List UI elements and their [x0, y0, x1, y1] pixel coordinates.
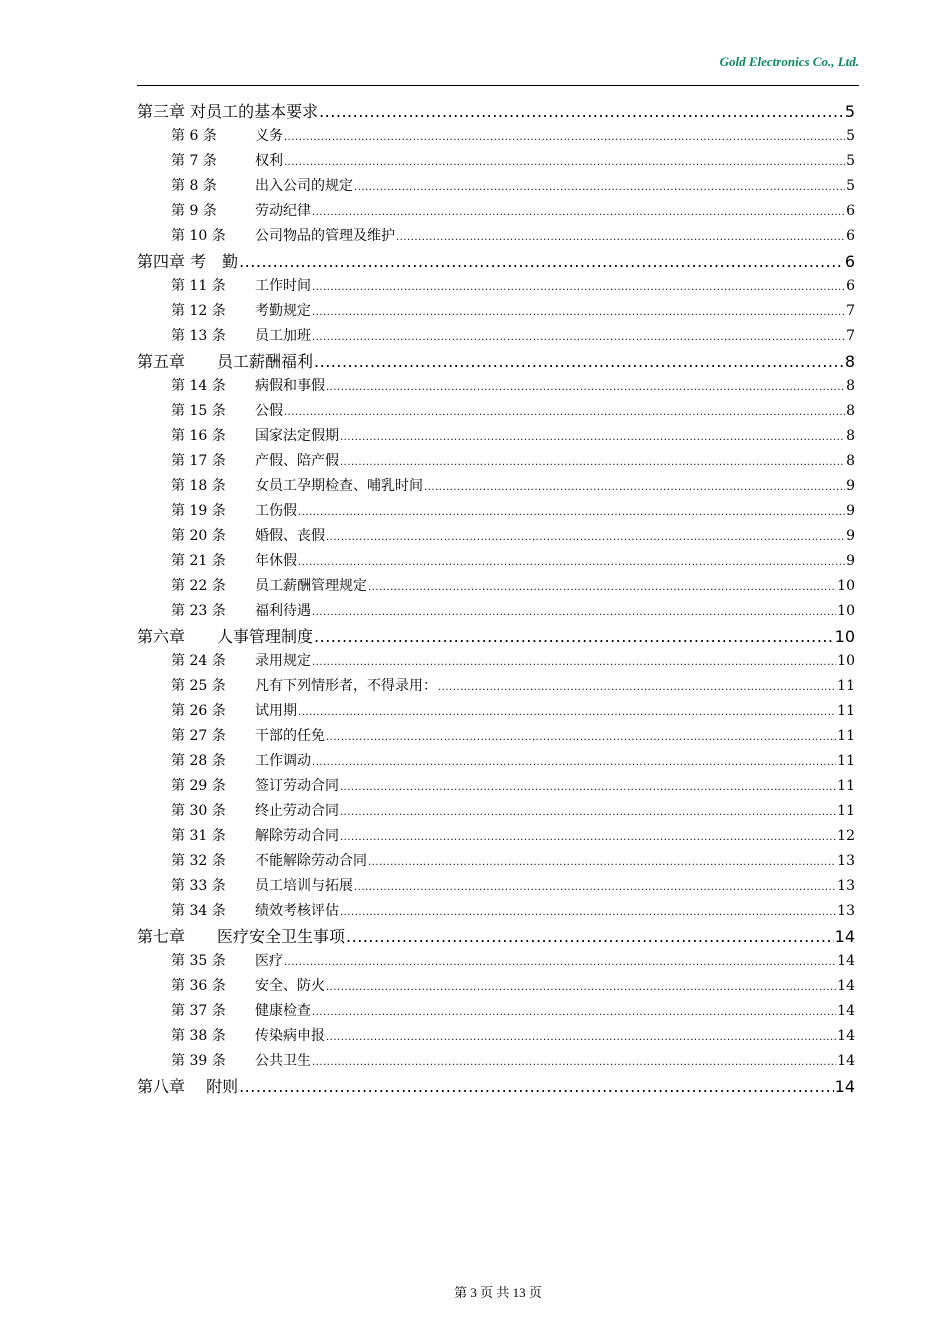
toc-article[interactable]: [137, 824, 855, 849]
dot-leader: [438, 674, 836, 699]
dot-leader: [368, 574, 836, 599]
article-title: 病假和事假: [255, 378, 325, 394]
article-title: 公共卫生: [255, 1053, 311, 1069]
toc-article[interactable]: [137, 724, 855, 749]
page-number: 8: [844, 352, 855, 371]
article-number: 第 23 条: [171, 603, 226, 619]
page-number: 11: [837, 678, 855, 694]
page-number: 11: [837, 703, 855, 719]
dot-leader: [312, 299, 845, 324]
article-number: 第 27 条: [171, 728, 226, 744]
dot-leader: [354, 174, 845, 199]
page-number: 14: [837, 978, 855, 994]
toc-chapter[interactable]: [137, 349, 855, 374]
toc-article[interactable]: [137, 549, 855, 574]
toc-article[interactable]: [137, 949, 855, 974]
article-number: 第 13 条: [171, 328, 226, 344]
article-number: 第 38 条: [171, 1028, 226, 1044]
dot-leader: [314, 349, 844, 374]
article-title: 不能解除劳动合同: [255, 853, 367, 869]
article-title: 工作调动: [255, 753, 311, 769]
dot-leader: [239, 249, 844, 274]
dot-leader: [396, 224, 845, 249]
article-number: 第 31 条: [171, 828, 226, 844]
dot-leader: [326, 724, 836, 749]
toc-chapter[interactable]: [137, 99, 855, 124]
toc-article[interactable]: [137, 999, 855, 1024]
toc-article[interactable]: [137, 699, 855, 724]
article-title: 义务: [255, 128, 283, 144]
page-number: 14: [837, 1003, 855, 1019]
dot-leader: [340, 899, 836, 924]
page-number: 5: [846, 178, 855, 194]
toc-article[interactable]: [137, 974, 855, 999]
article-title: 传染病申报: [255, 1028, 325, 1044]
page-number: 8: [846, 403, 855, 419]
page-footer: 第 3 页 共 13 页: [454, 1285, 542, 1300]
article-number: 第 36 条: [171, 978, 226, 994]
article-number: 第 7 条: [171, 153, 217, 169]
article-title: 劳动纪律: [255, 203, 311, 219]
dot-leader: [312, 199, 845, 224]
dot-leader: [340, 424, 845, 449]
page-number: 6: [846, 278, 855, 294]
article-title: 员工薪酬管理规定: [255, 578, 367, 594]
chapter-title: 第五章 员工薪酬福利: [137, 352, 314, 371]
toc-article[interactable]: [137, 374, 855, 399]
toc-article[interactable]: [137, 474, 855, 499]
article-title: 工伤假: [255, 503, 297, 519]
toc-article[interactable]: [137, 574, 855, 599]
article-number: 第 14 条: [171, 378, 226, 394]
toc-article[interactable]: [137, 849, 855, 874]
page-number: 13: [837, 903, 855, 919]
toc-article[interactable]: [137, 1024, 855, 1049]
dot-leader: [284, 949, 836, 974]
page-number: 14: [837, 953, 855, 969]
page-number: 5: [844, 102, 855, 121]
dot-leader: [340, 799, 836, 824]
article-number: 第 9 条: [171, 203, 217, 219]
toc-chapter[interactable]: [137, 1074, 855, 1099]
dot-leader: [284, 399, 845, 424]
toc-article[interactable]: [137, 149, 855, 174]
article-title: 解除劳动合同: [255, 828, 339, 844]
toc-article[interactable]: [137, 499, 855, 524]
page-number: 9: [846, 503, 855, 519]
dot-leader: [326, 374, 845, 399]
article-number: 第 8 条: [171, 178, 217, 194]
article-title: 医疗: [255, 953, 283, 969]
toc-article[interactable]: [137, 124, 855, 149]
header-rule: [137, 85, 859, 86]
article-number: 第 29 条: [171, 778, 226, 794]
toc-article[interactable]: [137, 424, 855, 449]
dot-leader: [319, 99, 844, 124]
dot-leader: [239, 1074, 834, 1099]
page-number: 10: [837, 603, 855, 619]
page-number: 13: [837, 878, 855, 894]
toc-article[interactable]: [137, 774, 855, 799]
article-number: 第 6 条: [171, 128, 217, 144]
toc-article[interactable]: [137, 199, 855, 224]
toc-chapter[interactable]: [137, 924, 855, 949]
toc-article[interactable]: [137, 324, 855, 349]
dot-leader: [314, 624, 834, 649]
page-number: 12: [837, 828, 855, 844]
toc-article[interactable]: [137, 899, 855, 924]
article-number: 第 19 条: [171, 503, 226, 519]
dot-leader: [298, 549, 845, 574]
dot-leader: [354, 874, 836, 899]
article-title: 安全、防火: [255, 978, 325, 994]
article-number: 第 16 条: [171, 428, 226, 444]
page-number: 8: [846, 453, 855, 469]
toc-article[interactable]: [137, 1049, 855, 1074]
page-number: 11: [837, 753, 855, 769]
dot-leader: [284, 124, 845, 149]
chapter-title: 第六章 人事管理制度: [137, 627, 314, 646]
toc-article[interactable]: [137, 399, 855, 424]
page-number: 13: [837, 853, 855, 869]
article-number: 第 21 条: [171, 553, 226, 569]
article-number: 第 12 条: [171, 303, 226, 319]
company-header: Gold Electronics Co., Ltd.: [719, 54, 859, 69]
article-number: 第 11 条: [171, 278, 226, 294]
article-title: 员工加班: [255, 328, 311, 344]
page-number: 14: [837, 1053, 855, 1069]
page-number: 10: [837, 578, 855, 594]
article-number: 第 28 条: [171, 753, 226, 769]
dot-leader: [340, 449, 845, 474]
dot-leader: [312, 324, 845, 349]
article-number: 第 15 条: [171, 403, 226, 419]
article-number: 第 24 条: [171, 653, 226, 669]
dot-leader: [312, 649, 836, 674]
dot-leader: [312, 999, 836, 1024]
article-number: 第 32 条: [171, 853, 226, 869]
page-number: 10: [834, 627, 855, 646]
page-number: 6: [846, 203, 855, 219]
dot-leader: [346, 924, 834, 949]
table-of-contents: [137, 99, 855, 1099]
page-number: 8: [846, 428, 855, 444]
article-title: 绩效考核评估: [255, 903, 339, 919]
article-title: 产假、陪产假: [255, 453, 339, 469]
toc-chapter[interactable]: [137, 249, 855, 274]
article-title: 干部的任免: [255, 728, 325, 744]
article-title: 工作时间: [255, 278, 311, 294]
page-number: 14: [837, 1028, 855, 1044]
article-title: 权利: [255, 153, 283, 169]
article-number: 第 33 条: [171, 878, 226, 894]
page-number: 7: [846, 328, 855, 344]
dot-leader: [312, 599, 836, 624]
article-number: 第 37 条: [171, 1003, 226, 1019]
dot-leader: [326, 974, 836, 999]
dot-leader: [340, 774, 836, 799]
dot-leader: [298, 499, 845, 524]
chapter-title: 第七章 医疗安全卫生事项: [137, 927, 346, 946]
toc-article[interactable]: [137, 299, 855, 324]
article-number: 第 17 条: [171, 453, 226, 469]
article-title: 录用规定: [255, 653, 311, 669]
article-number: 第 39 条: [171, 1053, 226, 1069]
article-number: 第 22 条: [171, 578, 226, 594]
article-number: 第 10 条: [171, 228, 226, 244]
article-number: 第 20 条: [171, 528, 226, 544]
article-title: 公假: [255, 403, 283, 419]
toc-article[interactable]: [137, 749, 855, 774]
article-number: 第 35 条: [171, 953, 226, 969]
article-title: 考勤规定: [255, 303, 311, 319]
chapter-title: 第八章 附则: [137, 1077, 239, 1096]
article-title: 婚假、丧假: [255, 528, 325, 544]
article-title: 凡有下列情形者，不得录用：: [255, 678, 437, 694]
article-title: 国家法定假期: [255, 428, 339, 444]
page-number: 14: [834, 1077, 855, 1096]
page-number: 5: [846, 128, 855, 144]
chapter-title: 第三章 对员工的基本要求: [137, 102, 319, 121]
article-title: 签订劳动合同: [255, 778, 339, 794]
page-number: 7: [846, 303, 855, 319]
article-number: 第 18 条: [171, 478, 226, 494]
article-title: 员工培训与拓展: [255, 878, 353, 894]
article-number: 第 26 条: [171, 703, 226, 719]
page-number: 5: [846, 153, 855, 169]
page-number: 9: [846, 553, 855, 569]
page-number: 6: [846, 228, 855, 244]
article-title: 年休假: [255, 553, 297, 569]
dot-leader: [368, 849, 836, 874]
toc-article[interactable]: [137, 274, 855, 299]
page-number: 10: [837, 653, 855, 669]
article-number: 第 34 条: [171, 903, 226, 919]
toc-chapter[interactable]: [137, 624, 855, 649]
dot-leader: [312, 749, 836, 774]
article-title: 出入公司的规定: [255, 178, 353, 194]
dot-leader: [298, 699, 836, 724]
toc-article[interactable]: [137, 874, 855, 899]
page-number: 9: [846, 528, 855, 544]
toc-article[interactable]: [137, 524, 855, 549]
dot-leader: [326, 524, 845, 549]
article-title: 健康检查: [255, 1003, 311, 1019]
article-title: 福利待遇: [255, 603, 311, 619]
article-title: 公司物品的管理及维护: [255, 228, 395, 244]
toc-article[interactable]: [137, 599, 855, 624]
article-title: 女员工孕期检查、哺乳时间: [255, 478, 423, 494]
page-number: 11: [837, 778, 855, 794]
dot-leader: [284, 149, 845, 174]
page-number: 8: [846, 378, 855, 394]
dot-leader: [312, 274, 845, 299]
page-number: 14: [834, 927, 855, 946]
toc-article[interactable]: [137, 674, 855, 699]
page-number: 6: [844, 252, 855, 271]
dot-leader: [326, 1024, 836, 1049]
toc-article[interactable]: [137, 449, 855, 474]
dot-leader: [424, 474, 845, 499]
dot-leader: [312, 1049, 836, 1074]
toc-article[interactable]: [137, 649, 855, 674]
toc-article[interactable]: [137, 224, 855, 249]
page-number: 11: [837, 728, 855, 744]
toc-article[interactable]: [137, 174, 855, 199]
chapter-title: 第四章 考 勤: [137, 252, 239, 271]
page-number: 9: [846, 478, 855, 494]
article-number: 第 25 条: [171, 678, 226, 694]
toc-article[interactable]: [137, 799, 855, 824]
page-number: 11: [837, 803, 855, 819]
article-title: 试用期: [255, 703, 297, 719]
dot-leader: [340, 824, 836, 849]
article-number: 第 30 条: [171, 803, 226, 819]
article-title: 终止劳动合同: [255, 803, 339, 819]
